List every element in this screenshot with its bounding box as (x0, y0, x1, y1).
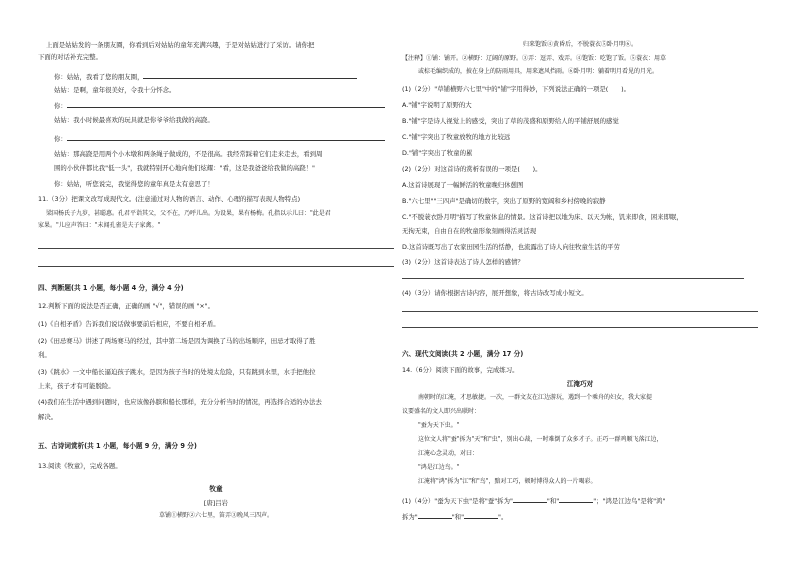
question-12-item-3a: (3)《跳水》一文中船长逼迫孩子跳水，是因为孩子当时的处境太危险，只有跳到水里，水手把他拉 (38, 368, 316, 376)
q2-option-b[interactable]: B."六七里""三四声"是确切的数字，突出了原野的宽阔和乡村傍晚的寂静 (402, 197, 606, 205)
intro-line-1: 上面是姑姑发的一条朋友圈，你看到后对姑姑的童年充满兴趣，于是对姑姑进行了采访。请你把 (46, 41, 315, 49)
answer-line[interactable] (38, 248, 394, 249)
section-5-title: 五、古诗词赏析(共 1 小题，每小题 9 分，满分 9 分) (38, 442, 197, 450)
poem-note-1: 【注释】①铺：铺开。②横野：辽阔的原野。③弄：逗弄、戏弄。④饱饭：吃饱了饭。⑤蓑衣：用草 (402, 55, 667, 62)
answer-line[interactable] (402, 278, 744, 279)
poem-line-1: 草铺①横野②六七里，笛弄③晚风三四声。 (158, 512, 273, 519)
story-line-2: 议要盛名的文人即兴出联时： (402, 408, 481, 415)
question-12-item-2b: 利。 (38, 351, 51, 359)
section-4-title: 四、判断题(共 1 小题，每小题 4 分，满分 4 分) (38, 284, 184, 292)
poem-question-2: (2)（2分）对这首诗的赏析有误的一项是( )。 (402, 165, 542, 173)
dialogue-you-3: 你： (54, 134, 385, 143)
answer-blank[interactable] (67, 101, 385, 108)
answer-line[interactable] (402, 311, 758, 312)
q2-option-d[interactable]: D.这首诗既写出了农家田园生活的恬静，也流露出了诗人向往牧童生活的平劳 (402, 243, 620, 251)
dialogue-you-2: 你： (54, 101, 385, 110)
q2-option-a[interactable]: A.这首诗展现了一幅鲜活的牧童晚归休憩图 (402, 181, 524, 189)
question-12-item-3b: 上来，孩子才有可能脱险。 (38, 382, 115, 390)
answer-blank[interactable] (418, 512, 452, 519)
story-line-7: 江淹将"鸿"拆为"江"和"鸟"，黯对工巧，顿时博得众人的一片喝彩。 (418, 478, 597, 485)
answer-line[interactable] (38, 266, 394, 267)
answer-blank[interactable] (513, 496, 547, 503)
question-11-text-1: 梁国杨氏子九岁，甚聪惠。孔君平诣其父，父不在，乃呼儿出。为设果，果有杨梅。孔指以示儿曰："此是君 (46, 210, 331, 217)
question-12-item-1: (1)《自相矛盾》告诉我们说话做事要前后相应，不要自相矛盾。 (38, 320, 220, 328)
story-line-6: "鸿是江边鸟。" (418, 464, 460, 471)
poem-note-2: 或棕毛编织成的，披在身上的防雨用具，用来遮风挡雨。⑥卧月明：躺着明月看见的月光。 (418, 68, 659, 75)
question-14-1-line-1: (1)（4分）"蚕为天下虫"是将"蚕"拆为" "和" "；"鸿是江边鸟"是将"鸿" (402, 497, 666, 505)
dialogue-you-4: 你：姑姑，听您说完，我觉得您的童年真是太有意思了！ (54, 180, 214, 188)
poem-author: [唐]吕岩 (203, 499, 229, 507)
q1-option-a[interactable]: A."铺"字说明了原野的大 (402, 101, 472, 109)
dialogue-you-1: 你：姑姑，我看了您的朋友圈， (54, 72, 357, 81)
story-title: 江淹巧对 (566, 380, 594, 388)
poem-title: 牧童 (209, 485, 223, 493)
poem-line-2: 归来饱饭④黄昏后，不脱蓑衣⑤卧月明⑥。 (522, 41, 637, 48)
story-line-3: "蚕为天下虫。" (418, 422, 460, 429)
poem-question-4: (4)（3分）请你根据古诗内容，展开想象，将古诗改写成小短文。 (402, 289, 588, 297)
question-13-label: 13.阅读《牧童》，完成各题。 (38, 462, 122, 470)
question-14-label: 14.（6分）阅读下面的故事，完成练习。 (402, 366, 519, 374)
q1-option-b[interactable]: B."铺"字是诗人视觉上的感受，突出了草的茂盛和原野给人的平铺舒展的感觉 (402, 117, 619, 125)
poem-question-1: (1)（2分）"草铺横野六七里"中的"铺"字用得妙，下列说法正确的一项是( )。 (402, 85, 630, 93)
story-line-4: 这位文人将"蚕"拆为"天"和"虫"，别出心裁，一时难倒了众多才子。正巧一群鸡顺飞落江边， (418, 436, 663, 443)
question-12-item-2a: (2)《田忌赛马》讲述了两场赛马的经过，其中第二场是因为调换了马的出场顺序，田忌才取得了胜 (38, 337, 316, 345)
q1-option-c[interactable]: C."铺"字突出了牧童放牧的地方比较远 (402, 133, 511, 141)
question-14-1-line-2: 拆为" "和" "。 (402, 513, 508, 521)
answer-blank[interactable] (559, 496, 593, 503)
question-11-text-2: 家果。"儿应声答曰："未闻孔雀是夫子家禽。" (38, 222, 161, 229)
dialogue-aunt-2: 姑姑：我小时候最喜欢的玩具就是你爷爷给我做的高跷。 (54, 116, 214, 124)
question-12-item-4b: 解决。 (38, 413, 58, 421)
answer-blank[interactable] (143, 72, 357, 79)
question-12-item-4a: (4)我们在生活中遇到问题时，也应该像孙膑和船长那样，充分分析当时的情况，再选择合适的办法去 (38, 398, 322, 406)
q2-option-c-1[interactable]: C."不脱蓑衣卧月明"描写了牧童休息的情景。这首诗把以地为床、以天为帐，饥来即食，困来即眠， (402, 213, 683, 221)
answer-blank[interactable] (464, 512, 498, 519)
question-12-label: 12.判断下面的说法是否正确，正确的画 "√"，错误的画 "×"。 (38, 302, 215, 310)
q1-option-d[interactable]: D."铺"字突出了牧童的累 (402, 149, 473, 157)
answer-blank[interactable] (67, 134, 385, 141)
dialogue-aunt-3b: 围的小伙伴都比我"低一头"，我就特别开心地向他们炫耀："看，这是我爸爸给我做的高跷！" (54, 164, 315, 172)
dialogue-aunt-1: 姑姑：是啊，童年很美好，令我十分怀念。 (54, 86, 176, 94)
answer-line[interactable] (402, 327, 758, 328)
q2-option-c-2: 无拘无束，自由自在的牧童形象刻画得活灵活现 (402, 227, 537, 235)
dialogue-aunt-3a: 姑姑：那高跷是用两个小木墩和两条绳子做成的，不是很高。我经常踩着它们走来走去，看到周 (54, 150, 323, 158)
story-line-5: 江淹心念灵动，对曰： (418, 450, 479, 457)
intro-line-2: 下面的对话补充完整。 (38, 53, 102, 61)
section-6-title: 六、现代文阅读(共 2 小题，满分 17 分) (402, 350, 524, 358)
question-11-label: 11.（3分）把课文改写成现代文。(注意通过对人物的语言、动作、心理的描写表现人物特点) (38, 195, 301, 203)
story-line-1: 南朝时的江淹，才思敏捷。一次，一群文友在江边游玩，遇到一个乘舟的妇女，我大家提 (418, 394, 653, 401)
poem-question-3: (3)（2分）这首诗表达了诗人怎样的感情？ (402, 258, 524, 266)
